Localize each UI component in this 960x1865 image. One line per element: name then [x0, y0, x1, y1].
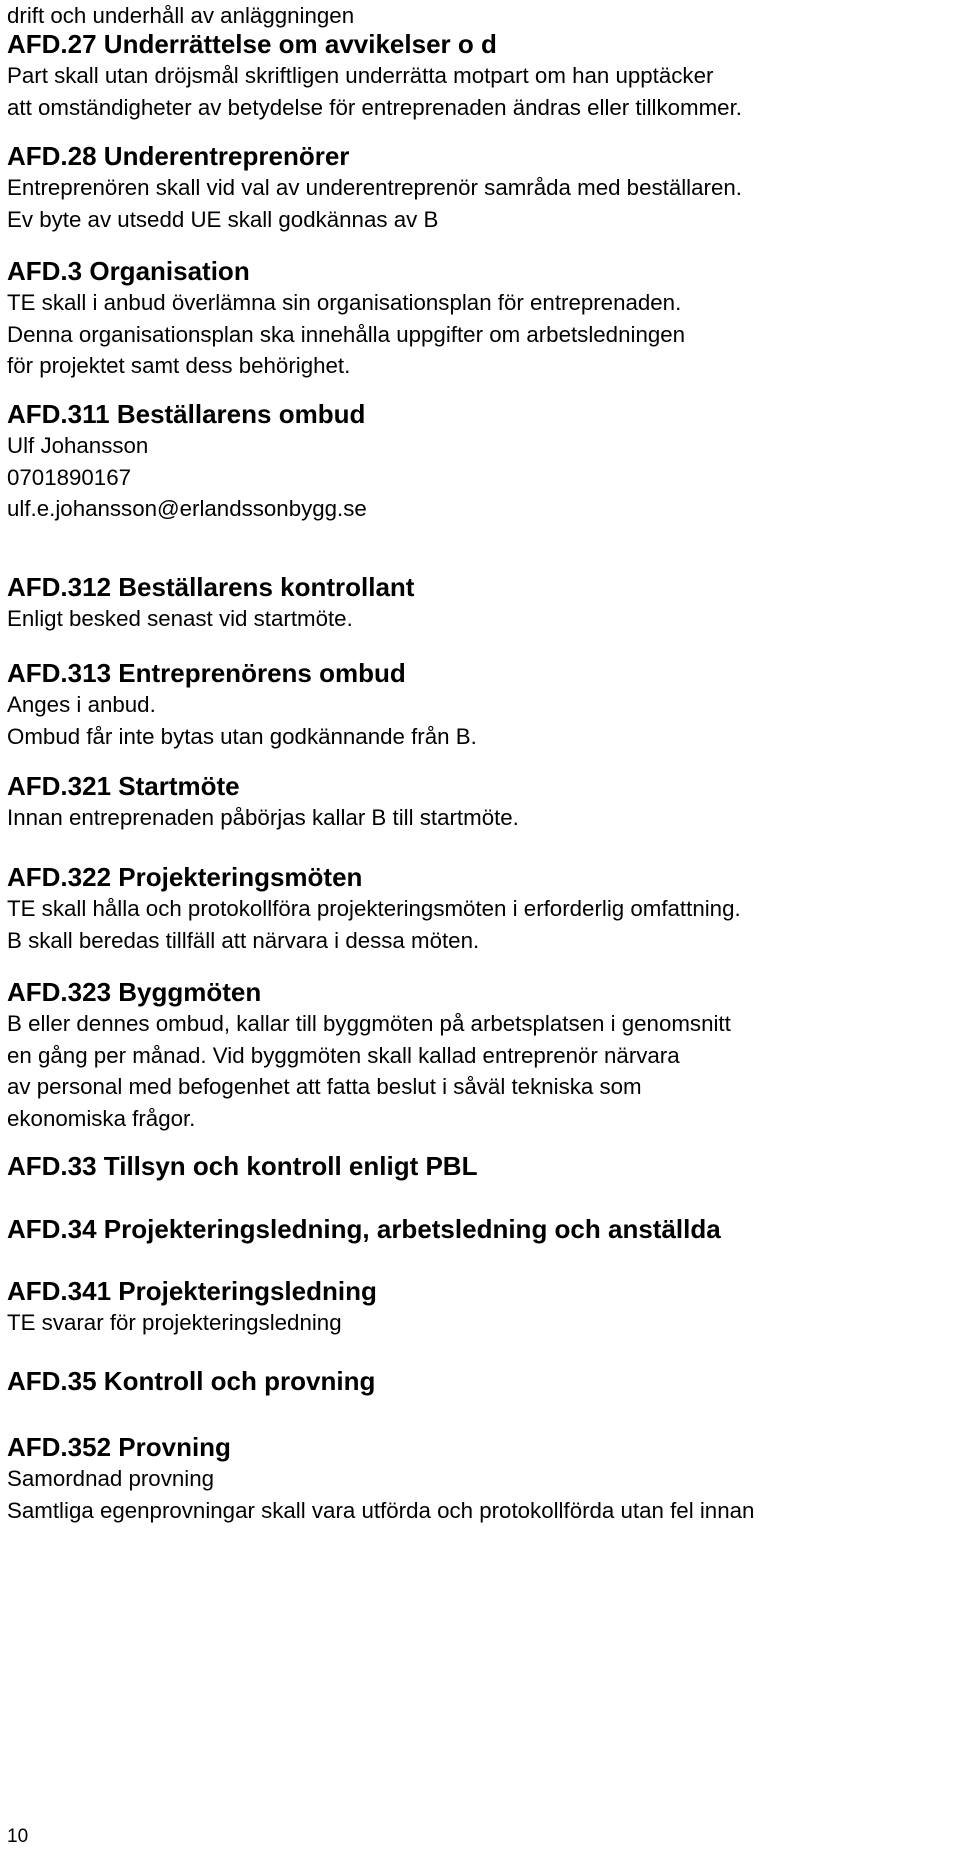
section-afd-27 [7, 28, 742, 123]
intro-line: drift och underhåll av anläggningen [7, 3, 355, 28]
section-afd-28 [7, 140, 742, 235]
contact-name: Ulf Johansson [7, 433, 149, 458]
section-line: för projektet samt dess behörighet. [7, 353, 351, 378]
section-heading: AFD.28 Underentreprenörer [7, 141, 350, 171]
section-heading: AFD.35 Kontroll och provning [7, 1366, 376, 1396]
section-line: Anges i anbud. [7, 692, 156, 717]
section-afd-323 [7, 976, 731, 1134]
section-heading: AFD.313 Entreprenörens ombud [7, 658, 406, 688]
section-line: B eller dennes ombud, kallar till byggmöten på arbetsplatsen i genomsnitt [7, 1011, 731, 1036]
section-heading: AFD.27 Underrättelse om avvikelser o d [7, 29, 497, 59]
section-afd-3 [7, 255, 685, 382]
section-heading: AFD.322 Projekteringsmöten [7, 862, 363, 892]
section-afd-313 [7, 657, 477, 752]
section-line: ekonomiska frågor. [7, 1105, 196, 1131]
section-line: Enligt besked senast vid startmöte. [7, 606, 353, 631]
section-heading: AFD.321 Startmöte [7, 771, 240, 801]
section-line: Ev byte av utsedd UE skall godkännas av B [7, 206, 439, 232]
section-afd-33 [7, 1150, 477, 1182]
section-line: Samordnad provning [7, 1466, 214, 1491]
section-line: Innan entreprenaden påbörjas kallar B till startmöte. [7, 805, 519, 830]
section-line: av personal med befogenhet att fatta beslut i såväl tekniska som [7, 1074, 642, 1099]
section-line: B skall beredas tillfäll att närvara i dessa möten. [7, 927, 480, 953]
section-line: TE svarar för projekteringsledning [7, 1310, 342, 1335]
section-heading: AFD.311 Beställarens ombud [7, 399, 366, 429]
section-afd-352 [7, 1431, 754, 1526]
contact-phone: 0701890167 [7, 464, 132, 490]
contact-email: ulf.e.johansson@erlandssonbygg.se [7, 496, 367, 521]
section-line: Entreprenören skall vid val av underentreprenör samråda med beställaren. [7, 175, 742, 200]
section-line: Part skall utan dröjsmål skriftligen underrätta motpart om han upptäcker [7, 63, 714, 88]
section-line: en gång per månad. Vid byggmöten skall kallad entreprenör närvara [7, 1042, 680, 1068]
section-line: Ombud får inte bytas utan godkännande från B. [7, 723, 477, 749]
section-heading: AFD.3 Organisation [7, 256, 250, 286]
section-afd-311 [7, 398, 367, 525]
section-afd-321 [7, 770, 519, 834]
section-line: Samtliga egenprovningar skall vara utförda och protokollförda utan fel innan [7, 1497, 755, 1523]
section-heading: AFD.34 Projekteringsledning, arbetsledning och anställda [7, 1214, 721, 1244]
section-afd-35 [7, 1365, 375, 1397]
page-number: 10 [7, 1826, 29, 1847]
section-line: att omständigheter av betydelse för entreprenaden ändras eller tillkommer. [7, 94, 742, 120]
section-line: Denna organisationsplan ska innehålla uppgifter om arbetsledningen [7, 321, 686, 347]
section-afd-34 [7, 1213, 721, 1245]
section-heading: AFD.312 Beställarens kontrollant [7, 572, 415, 602]
section-heading: AFD.352 Provning [7, 1432, 231, 1462]
section-afd-341 [7, 1275, 377, 1339]
section-line: TE skall hålla och protokollföra projekteringsmöten i erforderlig omfattning. [7, 896, 741, 921]
section-line: TE skall i anbud överlämna sin organisationsplan för entreprenaden. [7, 290, 682, 315]
section-afd-312 [7, 571, 414, 635]
section-heading: AFD.341 Projekteringsledning [7, 1276, 377, 1306]
section-afd-322 [7, 861, 741, 956]
section-heading: AFD.33 Tillsyn och kontroll enligt PBL [7, 1151, 478, 1181]
section-heading: AFD.323 Byggmöten [7, 977, 262, 1007]
